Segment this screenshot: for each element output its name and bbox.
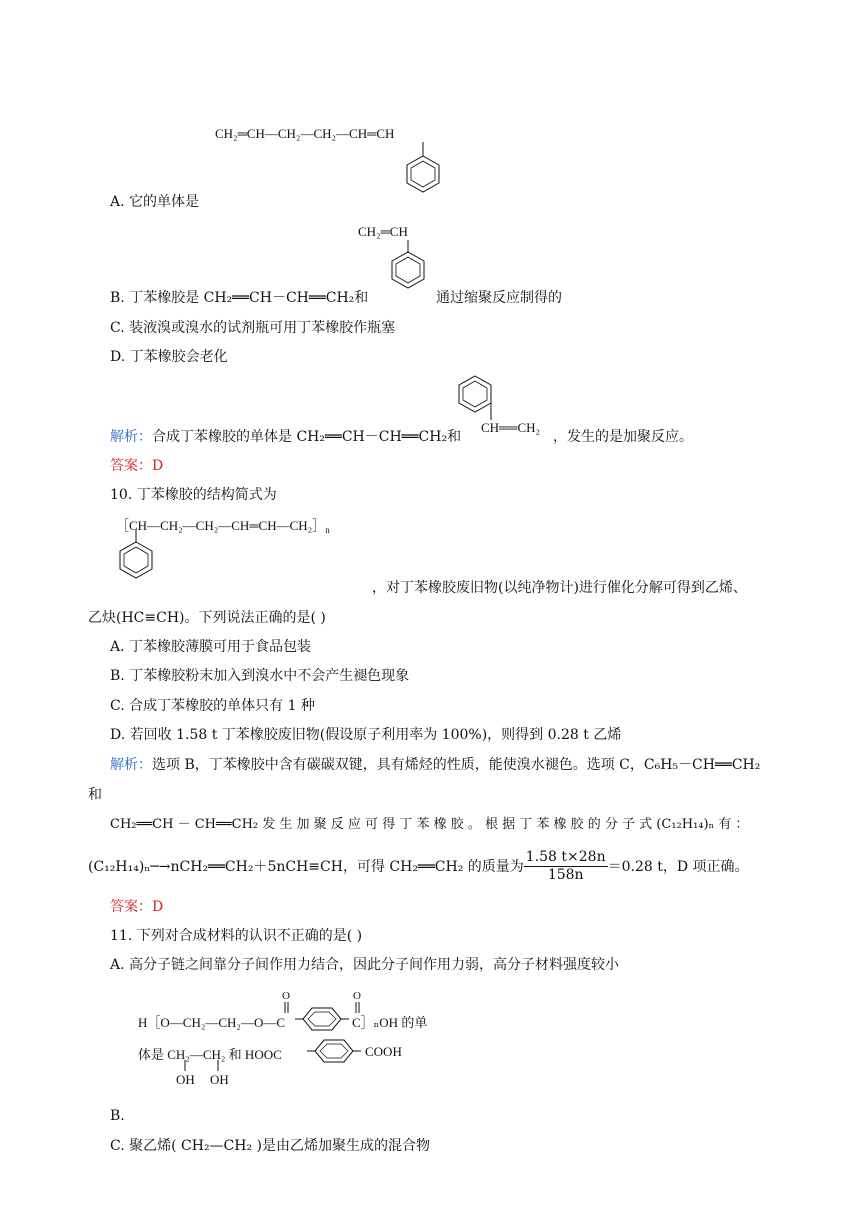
q9-analysis-text: 合成丁苯橡胶的单体是 CH₂══CH－CH══CH₂和 [152,429,462,445]
q10-analysis-4b: ＝0.28 t，D 项正确。 [607,858,749,875]
q10-stem-cont2: 乙炔(HC≡CH)。下列说法正确的是( ) [88,610,326,626]
fraction-denominator: 158n [547,867,584,883]
q9-option-b-tail: 通过缩聚反应制得的 [436,290,562,306]
fraction-numerator: 1.58 t×28n [525,849,606,865]
q11-option-b: B. [110,1108,125,1124]
q9-option-c: C. 装液溴或溴水的试剂瓶可用丁苯橡胶作瓶塞 [110,320,396,336]
polymer-bracket-icon: ［ [116,518,130,533]
q11-option-a: A. 高分子链之间靠分子间作用力结合，因此分子间作用力弱，高分子材料强度较小 [110,957,620,973]
carbonyl-double-bond-icon [283,1002,291,1014]
q10-analysis-3: CH₂══CH － CH══CH₂ 发 生 加 聚 反 应 可 得 丁 苯 橡 胶 。 根 据 丁 苯 橡 胶 的 分 子 式 (C₁₂H₁₄)ₙ 有 ： [110,817,749,832]
q9-answer-label: 答案： [110,458,152,474]
q10-answer-label: 答案： [110,899,152,915]
carbonyl-o-label: O [282,990,290,1002]
q9-option-d: D. 丁苯橡胶会老化 [110,349,228,365]
benzene-ring-icon [118,530,158,590]
q11-pet-structure: H［O—CH₂—CH₂—O—C [138,1015,286,1030]
q11-pet-tail: C］ₙOH 的单 [352,1015,428,1030]
single-bond-icon [183,1060,189,1072]
polymer-bracket-icon: ］ [312,518,326,533]
q9-analysis-label: 解析： [110,429,152,445]
q11-monomer-line: 体是 CH₂—CH₂ 和 HOOC [138,1047,282,1062]
q9-top-structure: CH₂═CH—CH₂—CH₂—CH═CH [215,126,395,141]
q10-polymer: CH—CH₂—CH₂—CH═CH—CH₂ [129,518,313,533]
q10-stem: 10. 丁苯橡胶的结构简式为 [110,487,277,503]
q10-option-c: C. 合成丁苯橡胶的单体只有 1 种 [110,698,315,714]
q10-polymer-n: n [325,525,330,535]
benzene-ring-icon [307,1038,367,1068]
q10-analysis-1: 选项 B，丁苯橡胶中含有碳碳双键，具有烯烃的性质，能使溴水褪色。选项 C，C₆H₅－CH══CH₂ [152,757,761,773]
q10-analysis-2: 和 [88,787,102,803]
q9-option-b: B. 丁苯橡胶是 CH₂══CH－CH══CH₂和 [110,290,369,306]
single-bond-icon [216,1060,222,1072]
q11-option-c: C. 聚乙烯( CH₂—CH₂ )是由乙烯加聚生成的混合物 [110,1138,431,1154]
q9-analysis-structure: CH══CH₂ [481,420,541,435]
q10-analysis-4a: (C₁₂H₁₄)ₙ─→nCH₂══CH₂＋5nCH≡CH，可得 CH₂══CH₂ 的质量为 [88,858,524,875]
q11-stem: 11. 下列对合成材料的认识不正确的是( ) [110,928,363,944]
q9-option-a-structure: CH₂═CH [358,224,408,239]
q10-analysis-label: 解析： [110,757,152,773]
q10-stem-cont: ，对丁苯橡胶废旧物(以纯净物计)进行催化分解可得到乙烯、 [372,580,747,596]
benzene-ring-icon [405,142,445,202]
q10-option-d: D. 若回收 1.58 t 丁苯橡胶废旧物(假设原子利用率为 100%)，则得到 0.28 t 乙烯 [110,727,622,743]
q10-option-b: B. 丁苯橡胶粉末加入到溴水中不会产生褪色现象 [110,668,410,684]
q10-answer: D [152,899,164,915]
benzene-ring-icon [390,240,430,300]
q9-answer: D [152,458,164,474]
hydroxyl-label: OH [176,1072,195,1087]
benzene-ring-icon [295,1006,355,1036]
q9-option-a: A. 它的单体是 [110,194,200,210]
carbonyl-o-label: O [353,990,361,1002]
hydroxyl-label-2: OH [210,1072,229,1087]
q10-option-a: A. 丁苯橡胶薄膜可用于食品包装 [110,639,312,655]
mass-fraction [524,849,608,884]
q9-analysis-tail: ，发生的是加聚反应。 [553,429,693,445]
q11-monomer-cooh: COOH [365,1044,402,1059]
